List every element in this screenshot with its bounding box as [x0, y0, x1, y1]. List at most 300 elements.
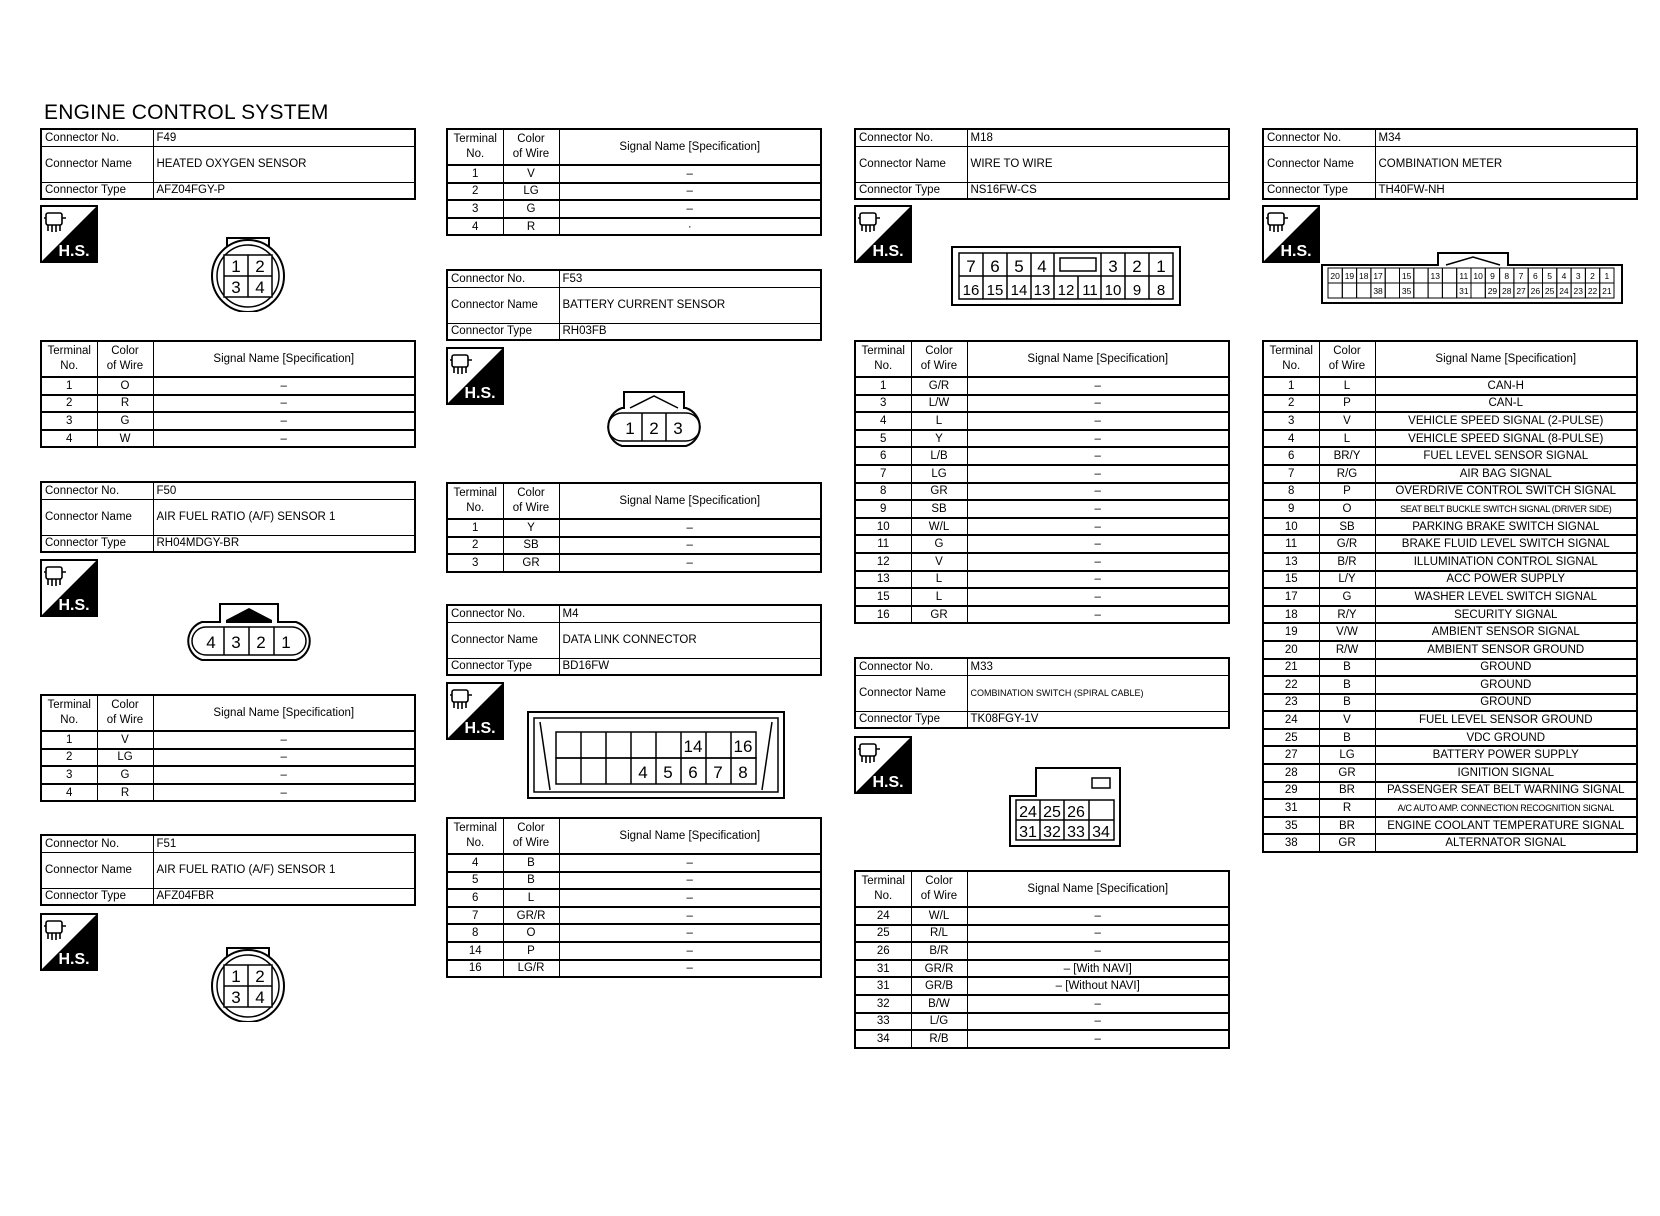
table-row	[41, 412, 415, 430]
signal-cell: –	[967, 1013, 1229, 1031]
color-cell: R/Y	[1319, 606, 1375, 624]
terminal-cell: 14	[447, 942, 503, 960]
m18-signal-table-wrap	[854, 340, 1230, 624]
terminal-cell: 22	[1263, 676, 1319, 694]
label-connector-name: Connector Name	[447, 622, 559, 658]
terminal-cell: 38	[1263, 834, 1319, 852]
color-cell: B/R	[911, 942, 967, 960]
signal-cell: –	[967, 571, 1229, 589]
color-cell: L/Y	[1319, 571, 1375, 589]
table-row	[1263, 799, 1637, 817]
label-connector-type: Connector Type	[855, 711, 967, 728]
color-cell: GR	[503, 554, 559, 572]
connector-name-value: HEATED OXYGEN SENSOR	[153, 146, 415, 182]
pin-label: 33	[1067, 824, 1085, 841]
connector-info-m4	[446, 604, 822, 676]
signal-cell: –	[153, 377, 415, 395]
signal-cell: –	[153, 430, 415, 448]
signal-cell: GROUND	[1375, 676, 1637, 694]
color-cell: Y	[503, 519, 559, 537]
color-cell: B	[503, 872, 559, 890]
signal-cell: PASSENGER SEAT BELT WARNING SIGNAL	[1375, 782, 1637, 800]
color-cell: L	[911, 571, 967, 589]
page-title: ENGINE CONTROL SYSTEM	[44, 101, 329, 124]
color-cell: W/L	[911, 907, 967, 925]
terminal-cell: 15	[855, 588, 911, 606]
color-cell: O	[503, 924, 559, 942]
table-row	[855, 500, 1229, 518]
color-cell: G	[503, 200, 559, 218]
hs-badge-m4	[446, 682, 504, 740]
terminal-cell: 3	[41, 766, 97, 784]
label-connector-type: Connector Type	[447, 323, 559, 340]
color-cell: V	[1319, 711, 1375, 729]
color-cell: R	[97, 784, 153, 802]
table-row	[1263, 694, 1637, 712]
header-text: Color	[925, 875, 953, 887]
table-row	[1263, 834, 1637, 852]
connector-type-value: AFZ04FBR	[153, 888, 415, 905]
connector-no-value: M18	[967, 129, 1229, 146]
header-text: of Wire	[1328, 360, 1366, 372]
pin-label: 2	[255, 257, 265, 276]
pin-label: 31	[1459, 286, 1469, 296]
header-text: No.	[466, 148, 485, 160]
color-cell: P	[503, 942, 559, 960]
pin-label: 5	[1547, 271, 1553, 281]
table-row	[1263, 782, 1637, 800]
terminal-cell: 10	[1263, 518, 1319, 536]
pin-label: 34	[1092, 824, 1110, 841]
table-row	[855, 995, 1229, 1013]
table-row	[1263, 817, 1637, 835]
table-row	[1263, 764, 1637, 782]
terminal-cell: 1	[41, 731, 97, 749]
terminal-cell: 6	[447, 889, 503, 907]
m34-signal-table-wrap	[1262, 340, 1638, 853]
signal-table-m34	[1262, 340, 1638, 853]
header-text: of Wire	[106, 714, 144, 726]
signal-table-m4	[446, 817, 822, 978]
pin-label: 1	[231, 257, 241, 276]
header-color-of-wire	[97, 341, 153, 377]
table-row	[855, 907, 1229, 925]
table-row	[447, 942, 821, 960]
color-cell: O	[97, 377, 153, 395]
signal-cell: –	[967, 907, 1229, 925]
label-connector-no: Connector No.	[1263, 129, 1375, 146]
table-header-row	[41, 695, 415, 731]
table-row	[1263, 588, 1637, 606]
connector-name-value: AIR FUEL RATIO (A/F) SENSOR 1	[153, 852, 415, 888]
header-terminal-no	[447, 818, 503, 854]
table-row	[855, 606, 1229, 624]
m18-info-wrap	[854, 128, 1230, 200]
color-cell: R/B	[911, 1030, 967, 1048]
connector-face-m34	[1320, 251, 1624, 305]
terminal-cell: 1	[855, 377, 911, 395]
label-connector-type: Connector Type	[855, 182, 967, 199]
pin-label: 24	[1559, 286, 1569, 296]
table-row	[1263, 483, 1637, 501]
table-header-row	[447, 818, 821, 854]
pin-label: 14	[683, 737, 703, 756]
signal-cell: –	[153, 731, 415, 749]
table-row	[1263, 746, 1637, 764]
hs-badge-m18	[854, 205, 912, 263]
pin-label: 16	[962, 282, 980, 299]
terminal-cell: 31	[855, 977, 911, 995]
signal-cell: –	[559, 924, 821, 942]
terminal-cell: 3	[447, 554, 503, 572]
label-connector-type: Connector Type	[41, 535, 153, 552]
color-cell: G	[97, 766, 153, 784]
table-row	[855, 377, 1229, 395]
connector-info-f53	[446, 269, 822, 341]
pin-label: 12	[1057, 282, 1075, 299]
connector-no-value: F49	[153, 129, 415, 146]
table-row	[855, 925, 1229, 943]
color-cell: B	[1319, 729, 1375, 747]
signal-cell: –	[967, 925, 1229, 943]
color-cell: V	[503, 165, 559, 183]
color-cell: W/L	[911, 518, 967, 536]
color-cell: LG	[503, 183, 559, 201]
connector-name-value: BATTERY CURRENT SENSOR	[559, 287, 821, 323]
hs-label: H.S.	[58, 597, 90, 614]
signal-cell: –	[967, 447, 1229, 465]
table-row	[855, 571, 1229, 589]
terminal-cell: 6	[855, 447, 911, 465]
header-terminal-no	[1263, 341, 1319, 377]
hs-label: H.S.	[872, 774, 904, 791]
label-connector-no: Connector No.	[855, 129, 967, 146]
table-row	[855, 1030, 1229, 1048]
terminal-cell: 13	[1263, 553, 1319, 571]
terminal-cell: 11	[1263, 535, 1319, 553]
label-connector-no: Connector No.	[41, 482, 153, 499]
table-row	[855, 465, 1229, 483]
signal-cell: WASHER LEVEL SWITCH SIGNAL	[1375, 588, 1637, 606]
color-cell: L	[503, 889, 559, 907]
signal-cell: A/C AUTO AMP. CONNECTION RECOGNITION SIGNAL	[1375, 799, 1637, 817]
header-signal-name: Signal Name [Specification]	[559, 818, 821, 854]
hs-badge-f53	[446, 347, 504, 405]
table-row	[1263, 676, 1637, 694]
f50-signal-table-wrap	[40, 694, 416, 802]
hs-label: H.S.	[1280, 243, 1312, 260]
signal-cell: GROUND	[1375, 694, 1637, 712]
signal-cell: –	[967, 500, 1229, 518]
table-row	[1263, 377, 1637, 395]
pin-label: 6	[688, 763, 698, 782]
color-cell: GR/R	[911, 960, 967, 978]
pin-label: 14	[1010, 282, 1028, 299]
terminal-cell: 35	[1263, 817, 1319, 835]
color-cell: R/W	[1319, 641, 1375, 659]
header-text: No.	[466, 837, 485, 849]
label-connector-no: Connector No.	[41, 835, 153, 852]
connector-info-m33	[854, 657, 1230, 729]
header-text: Color	[925, 345, 953, 357]
connector-type-value: TH40FW-NH	[1375, 182, 1637, 199]
header-text: Color	[111, 699, 139, 711]
terminal-cell: 31	[855, 960, 911, 978]
table-row	[855, 960, 1229, 978]
color-cell: L/G	[911, 1013, 967, 1031]
pin-label: 22	[1587, 286, 1598, 296]
color-cell: SB	[1319, 518, 1375, 536]
pin-label: 2	[649, 419, 659, 438]
signal-cell: –	[559, 854, 821, 872]
signal-cell: BRAKE FLUID LEVEL SWITCH SIGNAL	[1375, 535, 1637, 553]
signal-cell: –	[559, 183, 821, 201]
table-row	[855, 535, 1229, 553]
terminal-cell: 17	[1263, 588, 1319, 606]
connector-name-value: COMBINATION METER	[1375, 146, 1637, 182]
signal-cell: ALTERNATOR SIGNAL	[1375, 834, 1637, 852]
table-row	[447, 924, 821, 942]
connector-name-value: AIR FUEL RATIO (A/F) SENSOR 1	[153, 499, 415, 535]
label-connector-type: Connector Type	[41, 182, 153, 199]
signal-cell: AMBIENT SENSOR GROUND	[1375, 641, 1637, 659]
pin-label: 8	[1156, 282, 1166, 299]
terminal-cell: 26	[855, 942, 911, 960]
signal-table-f53	[446, 482, 822, 573]
pin-label: 26	[1067, 804, 1085, 821]
table-row	[1263, 553, 1637, 571]
pin-label: 6	[1532, 271, 1538, 281]
pin-label: 3	[231, 633, 241, 652]
header-text: No.	[1282, 360, 1301, 372]
header-terminal-no	[447, 483, 503, 519]
color-cell: LG	[97, 749, 153, 767]
pin-label: 3	[231, 278, 241, 297]
pin-label: 10	[1104, 282, 1122, 299]
signal-cell: –	[153, 784, 415, 802]
header-text: Terminal	[47, 345, 91, 357]
table-row	[41, 766, 415, 784]
table-row	[1263, 711, 1637, 729]
terminal-cell: 13	[855, 571, 911, 589]
header-text: of Wire	[920, 360, 958, 372]
color-cell: R/L	[911, 925, 967, 943]
pin-label: 3	[1575, 271, 1581, 281]
signal-cell: IGNITION SIGNAL	[1375, 764, 1637, 782]
color-cell: P	[1319, 483, 1375, 501]
table-row	[1263, 395, 1637, 413]
terminal-cell: 4	[41, 784, 97, 802]
header-text: No.	[874, 890, 893, 902]
terminal-cell: 19	[1263, 623, 1319, 641]
header-signal-name: Signal Name [Specification]	[1375, 341, 1637, 377]
table-row	[855, 588, 1229, 606]
pin-label: 18	[1359, 271, 1369, 281]
header-terminal-no	[41, 341, 97, 377]
connector-face-f51	[208, 946, 288, 1022]
terminal-cell: 2	[447, 183, 503, 201]
table-row	[447, 960, 821, 978]
pin-label: 17	[1373, 271, 1383, 281]
color-cell: G	[911, 535, 967, 553]
signal-cell: –	[967, 588, 1229, 606]
terminal-cell: 7	[1263, 465, 1319, 483]
color-cell: R	[503, 218, 559, 236]
connector-type-value: NS16FW-CS	[967, 182, 1229, 199]
table-header-row	[447, 483, 821, 519]
table-header-row	[855, 871, 1229, 907]
signal-cell: – [With NAVI]	[967, 960, 1229, 978]
terminal-cell: 3	[41, 412, 97, 430]
connector-type-value: RH03FB	[559, 323, 821, 340]
header-terminal-no	[855, 341, 911, 377]
signal-cell: –	[967, 483, 1229, 501]
pin-label: 4	[255, 278, 265, 297]
pin-label: 25	[1544, 286, 1555, 296]
terminal-cell: 25	[855, 925, 911, 943]
terminal-cell: 2	[1263, 395, 1319, 413]
signal-cell: –	[967, 465, 1229, 483]
signal-cell: –	[559, 200, 821, 218]
table-row	[447, 889, 821, 907]
pin-label: 7	[966, 257, 976, 276]
header-text: Color	[517, 487, 545, 499]
table-row	[855, 553, 1229, 571]
terminal-cell: 5	[447, 872, 503, 890]
signal-cell: –	[559, 889, 821, 907]
connector-face-f50	[186, 600, 312, 664]
table-row	[447, 907, 821, 925]
color-cell: B/W	[911, 995, 967, 1013]
terminal-cell: 4	[1263, 430, 1319, 448]
pin-label: 6	[990, 257, 1000, 276]
pin-label: 9	[1490, 271, 1495, 281]
signal-cell: –	[967, 553, 1229, 571]
signal-cell: –	[559, 960, 821, 978]
signal-cell: –	[153, 749, 415, 767]
table-row	[1263, 518, 1637, 536]
color-cell: V/W	[1319, 623, 1375, 641]
header-text: No.	[466, 502, 485, 514]
pin-label: 7	[1518, 271, 1524, 281]
pin-label: 27	[1516, 286, 1526, 296]
color-cell: GR/B	[911, 977, 967, 995]
signal-cell: –	[967, 518, 1229, 536]
terminal-cell: 5	[855, 430, 911, 448]
pin-label: 4	[255, 988, 265, 1007]
signal-cell: –	[153, 412, 415, 430]
pin-label: 38	[1373, 286, 1383, 296]
table-row	[1263, 659, 1637, 677]
header-text: of Wire	[512, 148, 550, 160]
header-signal-name: Signal Name [Specification]	[559, 129, 821, 165]
pin-label: 11	[1459, 271, 1469, 281]
header-text: Terminal	[453, 133, 497, 145]
signal-cell: BATTERY POWER SUPPLY	[1375, 746, 1637, 764]
signal-cell: SECURITY SIGNAL	[1375, 606, 1637, 624]
label-connector-type: Connector Type	[1263, 182, 1375, 199]
pin-label: 3	[673, 419, 683, 438]
header-color-of-wire	[911, 341, 967, 377]
header-text: Terminal	[47, 699, 91, 711]
signal-cell: –	[559, 519, 821, 537]
color-cell: GR	[1319, 764, 1375, 782]
terminal-cell: 24	[1263, 711, 1319, 729]
pin-label: 2	[255, 967, 265, 986]
terminal-cell: 18	[1263, 606, 1319, 624]
color-cell: LG	[1319, 746, 1375, 764]
table-row	[1263, 465, 1637, 483]
color-cell: B	[503, 854, 559, 872]
pin-label: 10	[1473, 271, 1483, 281]
table-row	[855, 1013, 1229, 1031]
signal-table-f50	[40, 694, 416, 802]
hs-badge-f50	[40, 559, 98, 617]
terminal-cell: 16	[447, 960, 503, 978]
connector-face-m18	[950, 245, 1182, 307]
header-terminal-no	[855, 871, 911, 907]
table-row	[447, 872, 821, 890]
header-text: Terminal	[453, 487, 497, 499]
color-cell: G/R	[1319, 535, 1375, 553]
terminal-cell: 20	[1263, 641, 1319, 659]
table-row	[447, 200, 821, 218]
pin-label: 3	[231, 988, 241, 1007]
pin-label: 8	[1504, 271, 1510, 281]
column-1	[40, 128, 416, 200]
header-terminal-no	[41, 695, 97, 731]
color-cell: W	[97, 430, 153, 448]
terminal-cell: 1	[41, 377, 97, 395]
pin-label: 31	[1019, 824, 1037, 841]
color-cell: L	[1319, 377, 1375, 395]
terminal-cell: 1	[1263, 377, 1319, 395]
color-cell: L	[911, 588, 967, 606]
terminal-cell: 32	[855, 995, 911, 1013]
terminal-cell: 15	[1263, 571, 1319, 589]
table-row	[447, 519, 821, 537]
connector-no-value: M34	[1375, 129, 1637, 146]
table-row	[1263, 729, 1637, 747]
terminal-cell: 4	[447, 854, 503, 872]
terminal-cell: 10	[855, 518, 911, 536]
color-cell: BR	[1319, 817, 1375, 835]
connector-type-value: BD16FW	[559, 658, 821, 675]
hs-label: H.S.	[872, 243, 904, 260]
pin-label: 4	[206, 633, 216, 652]
pin-label: 3	[1108, 257, 1118, 276]
header-text: Terminal	[861, 875, 905, 887]
color-cell: B	[1319, 659, 1375, 677]
table-row	[1263, 606, 1637, 624]
color-cell: L/B	[911, 447, 967, 465]
connector-face-m33	[1008, 766, 1124, 848]
signal-table-continued	[446, 128, 822, 236]
color-cell: B	[1319, 694, 1375, 712]
signal-cell: –	[967, 395, 1229, 413]
color-cell: LG/R	[503, 960, 559, 978]
color-cell: B	[1319, 676, 1375, 694]
connector-face-f49	[208, 236, 288, 312]
terminal-cell: 9	[1263, 500, 1319, 518]
color-cell: R	[1319, 799, 1375, 817]
pin-label: 32	[1043, 824, 1061, 841]
terminal-cell: 1	[447, 519, 503, 537]
hs-label: H.S.	[58, 243, 90, 260]
header-signal-name: Signal Name [Specification]	[967, 341, 1229, 377]
connector-type-value: AFZ04FGY-P	[153, 182, 415, 199]
table-row	[1263, 623, 1637, 641]
